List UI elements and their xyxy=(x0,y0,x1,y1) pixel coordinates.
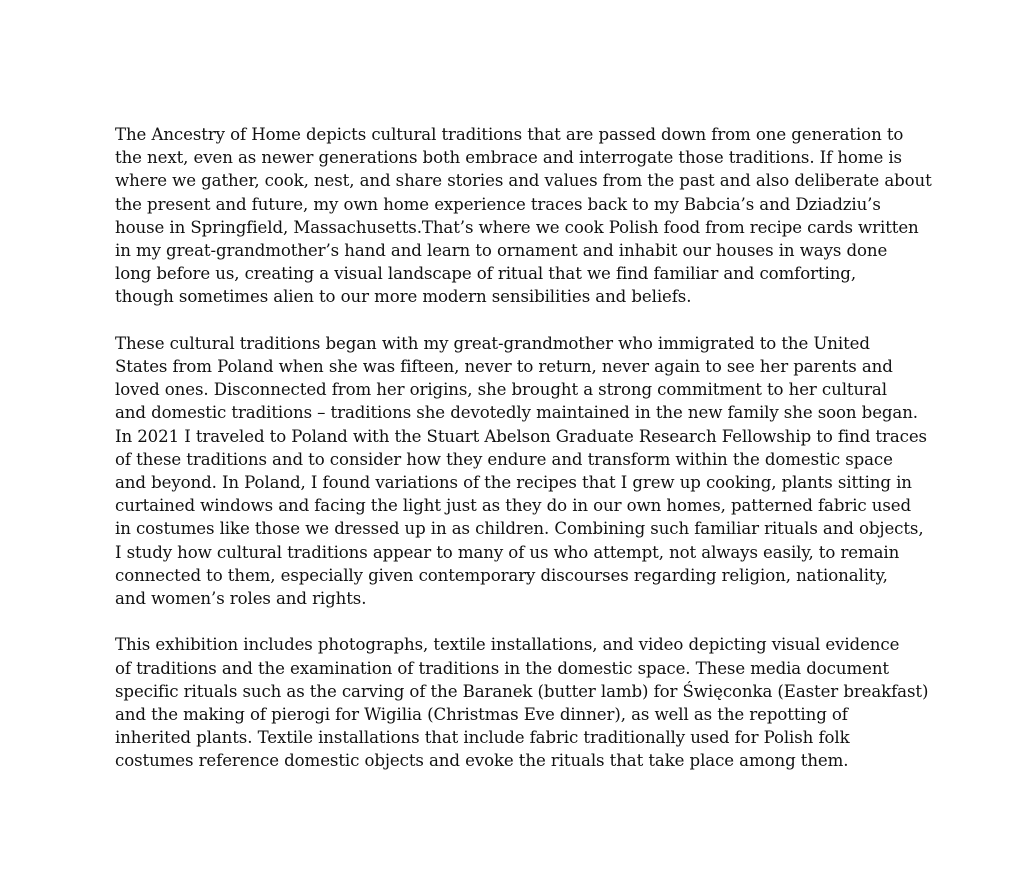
text-line: long before us, creating a visual landscape of ritual that we find familiar and comforting, xyxy=(115,264,856,284)
paragraph-1 xyxy=(115,123,945,309)
text-line: and women’s roles and rights. xyxy=(115,589,367,609)
text-line: in costumes like those we dressed up in as children. Combining such familiar rituals and objects, xyxy=(115,519,924,539)
text-line: of these traditions and to consider how they endure and transform within the domestic space xyxy=(115,449,893,469)
text-line: house in Springfield, Massachusetts.That’s where we cook Polish food from recipe cards written xyxy=(115,217,919,237)
text-line: and domestic traditions – traditions she devotedly maintained in the new family she soon began. xyxy=(115,403,918,423)
text-line: specific rituals such as the carving of the Baranek (butter lamb) for Święconka (Easter breakfast) xyxy=(115,681,929,701)
text-line: This exhibition includes photographs, textile installations, and video depicting visual evidence xyxy=(115,635,900,655)
text-line: These cultural traditions began with my great-grandmother who immigrated to the United xyxy=(115,333,870,353)
paragraph-3 xyxy=(115,633,945,772)
text-line: and the making of pierogi for Wigilia (Christmas Eve dinner), as well as the repotting of xyxy=(115,705,848,725)
text-line: in my great-grandmother’s hand and learn to ornament and inhabit our houses in ways done xyxy=(115,241,888,261)
text-line: of traditions and the examination of traditions in the domestic space. These media document xyxy=(115,658,889,678)
text-line: curtained windows and facing the light just as they do in our own homes, patterned fabric used xyxy=(115,496,912,516)
text-line: and beyond. In Poland, I found variations of the recipes that I grew up cooking, plants sitting in xyxy=(115,473,912,493)
text-line: inherited plants. Textile installations that include fabric traditionally used for Polish folk xyxy=(115,728,850,748)
paragraph-2 xyxy=(115,332,945,610)
text-line: loved ones. Disconnected from her origins, she brought a strong commitment to her cultural xyxy=(115,380,887,400)
text-line: though sometimes alien to our more modern sensibilities and beliefs. xyxy=(115,287,692,307)
document-body xyxy=(115,123,945,796)
text-line: States from Poland when she was fifteen, never to return, never again to see her parents and xyxy=(115,357,893,377)
text-line: the present and future, my own home experience traces back to my Babcia’s and Dziadziu’s xyxy=(115,194,881,214)
text-line: The Ancestry of Home depicts cultural traditions that are passed down from one generation to xyxy=(115,125,904,144)
text-line: connected to them, especially given contemporary discourses regarding religion, nationality, xyxy=(115,565,888,585)
text-line: where we gather, cook, nest, and share stories and values from the past and also deliberate about xyxy=(115,171,932,191)
text-line: I study how cultural traditions appear to many of us who attempt, not always easily, to remain xyxy=(115,542,900,562)
text-line: costumes reference domestic objects and evoke the rituals that take place among them. xyxy=(115,751,849,771)
text-line: the next, even as newer generations both embrace and interrogate those traditions. If home is xyxy=(115,148,902,168)
text-line: In 2021 I traveled to Poland with the Stuart Abelson Graduate Research Fellowship to find traces xyxy=(115,426,927,446)
